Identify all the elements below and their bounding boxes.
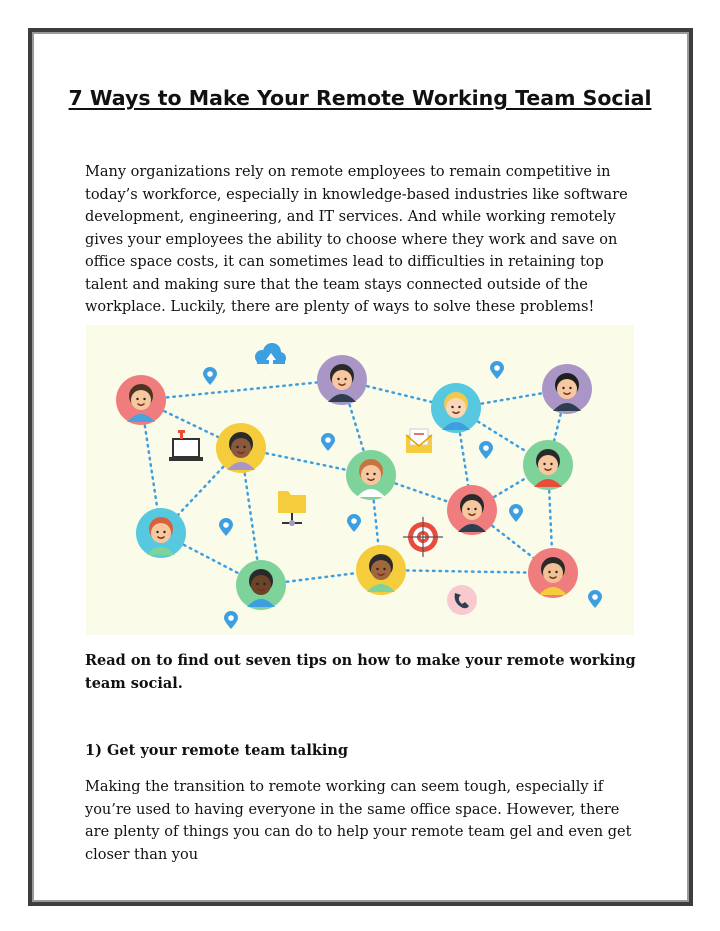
envelope-icon — [406, 429, 432, 453]
team-member-avatar — [136, 508, 186, 558]
team-member-avatar — [216, 423, 266, 473]
team-member-avatar — [431, 383, 481, 433]
lead-paragraph: Read on to find out seven tips on how to make your remote working team social. — [85, 652, 636, 692]
team-member-avatar — [317, 355, 367, 405]
remote-team-network-illustration — [86, 325, 634, 635]
section-heading: 1) Get your remote team talking — [85, 742, 349, 759]
team-member-avatar — [116, 375, 166, 425]
team-member-avatar — [356, 545, 406, 595]
team-member-avatar — [346, 450, 396, 500]
document-title: 7 Ways to Make Your Remote Working Team Social — [68, 86, 652, 110]
phone-icon — [447, 585, 477, 615]
team-member-avatar — [528, 548, 578, 598]
team-member-avatar — [542, 364, 592, 414]
team-member-avatar — [236, 560, 286, 610]
intro-paragraph: Many organizations rely on remote employees to remain competitive in today’s workforce, especially in knowledge-based industries like software development, engineering, and IT services. And while working remotely gives your employees the ability to choose where they work and save on office space costs, it can sometimes lead to difficulties in retaining top talent and making sure that the team stays connected outside of the workplace. Luckily, there are plenty of ways to solve these problems! — [85, 164, 628, 315]
team-member-avatar — [523, 440, 573, 490]
team-member-avatar — [447, 485, 497, 535]
section-paragraph: Making the transition to remote working can seem tough, especially if you’re used to having everyone in the same office space. However, there are plenty of things you can do to help your remote team gel and even get closer than you — [85, 779, 632, 863]
